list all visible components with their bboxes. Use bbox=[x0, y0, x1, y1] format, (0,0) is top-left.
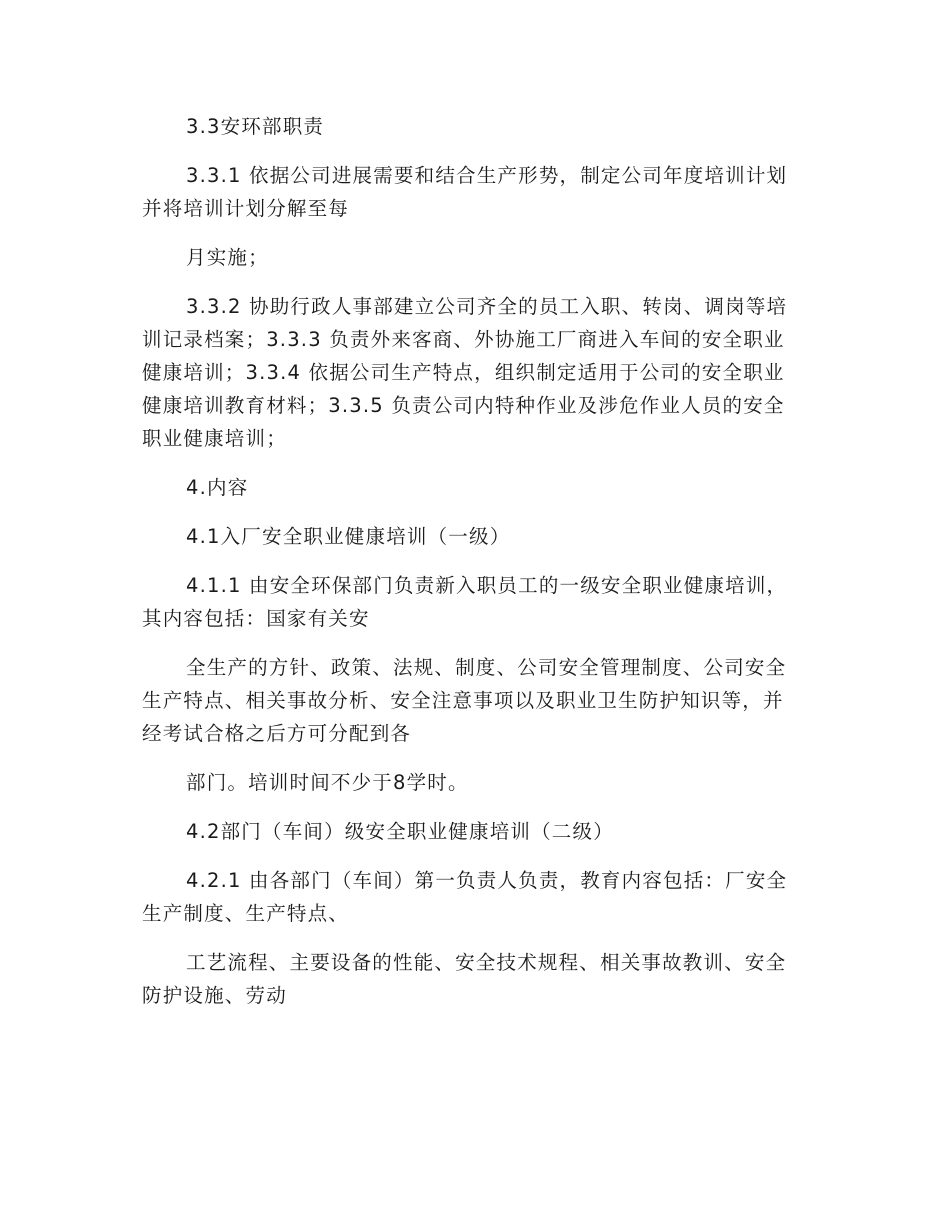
document-body bbox=[142, 110, 802, 1028]
paragraph-4-1-1-cont-2: 部门。培训时间不少于8学时。 bbox=[186, 771, 469, 794]
section-heading-4-1: 4.1入厂安全职业健康培训（一级） bbox=[186, 525, 511, 548]
paragraph-4-2-1-cont: 工艺流程、主要设备的性能、安全技术规程、相关事故教训、安全防护设施、劳动 bbox=[142, 951, 787, 1007]
section-heading-4: 4.内容 bbox=[186, 476, 249, 499]
section-heading-4-2: 4.2部门（车间）级安全职业健康培训（二级） bbox=[186, 820, 614, 843]
paragraph-3-3-1-cont: 月实施； bbox=[186, 246, 269, 269]
section-heading-3-3: 3.3安环部职责 bbox=[186, 115, 325, 138]
paragraph-4-1-1-cont: 全生产的方针、政策、法规、制度、公司安全管理制度、公司安全生产特点、相关事故分析、安全注意事项以及职业卫生防护知识等，并经考试合格之后方可分配到各 bbox=[142, 656, 787, 745]
paragraph-4-1-1: 4.1.1 由安全环保部门负责新入职员工的一级安全职业健康培训，其内容包括：国家有关安 bbox=[142, 574, 788, 630]
paragraph-4-2-1: 4.2.1 由各部门（车间）第一负责人负责，教育内容包括：厂安全生产制度、生产特点、 bbox=[142, 869, 788, 925]
paragraph-3-3-1: 3.3.1 依据公司进展需要和结合生产形势，制定公司年度培训计划并将培训计划分解至每 bbox=[142, 164, 788, 220]
paragraph-3-3-2-to-3-3-5: 3.3.2 协助行政人事部建立公司齐全的员工入职、转岗、调岗等培训记录档案；3.3.3 负责外来客商、外协施工厂商进入车间的安全职业健康培训；3.3.4 依据公司生产特点，组织制定适用于公司的安全职业健康培训教育材料；3.3.5 负责公司内特种作业及涉危作业人员的安全职业健康培训； bbox=[142, 295, 788, 450]
